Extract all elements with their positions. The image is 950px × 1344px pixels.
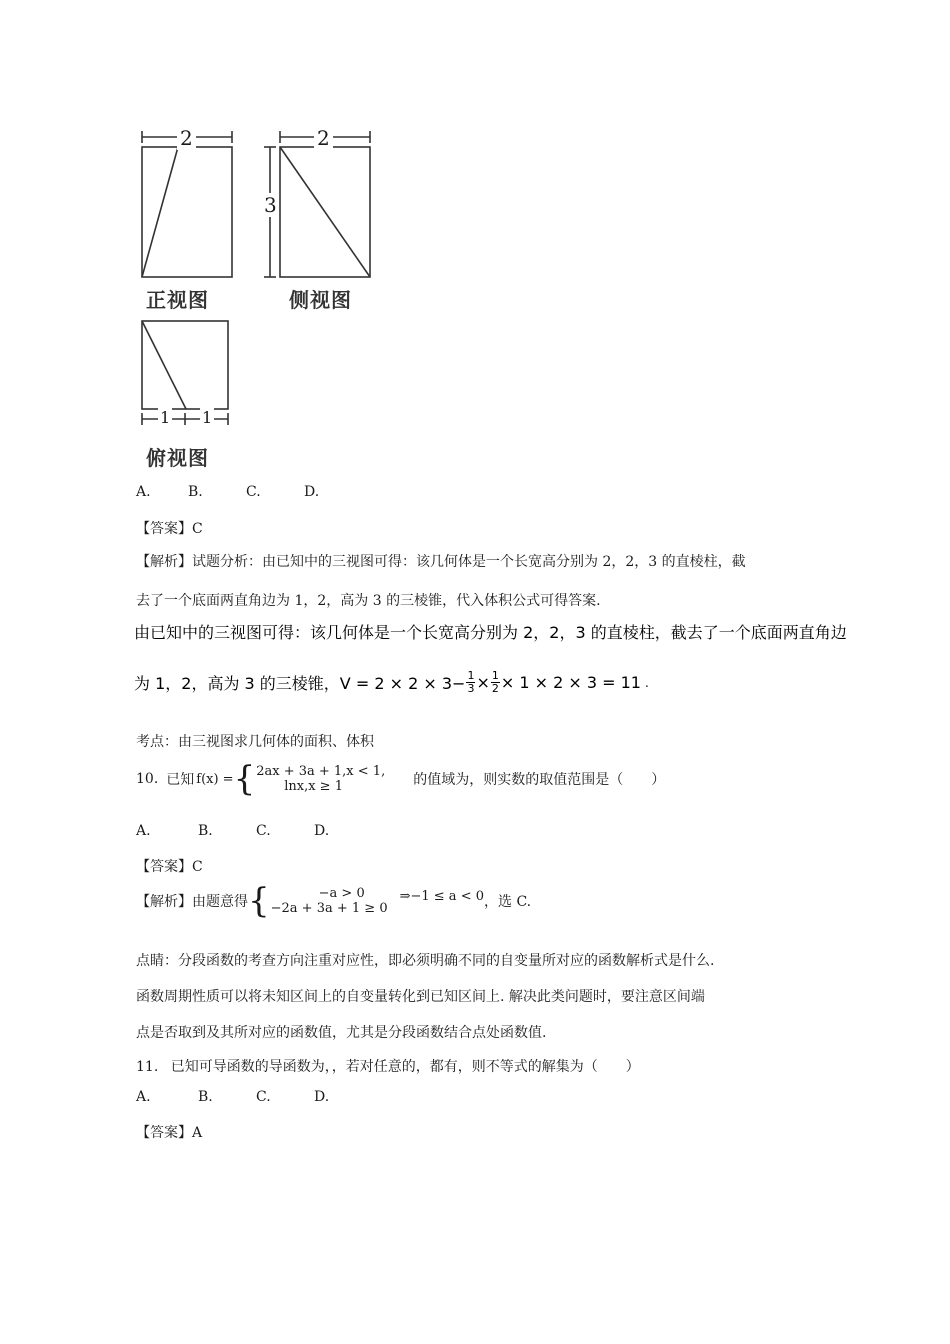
q9-analysis-line2: 去了一个底面两直角边为 1，2，高为 3 的三棱锥，代入体积公式可得答案. xyxy=(136,593,601,609)
q10-comment-line1: 点睛：分段函数的考查方向注重对应性，即必须明确不同的自变量所对应的函数解析式是什么. xyxy=(136,953,715,969)
q10-case2: lnx,x ≥ 1 xyxy=(284,779,343,794)
front-dim-label: 2 xyxy=(177,126,196,150)
q11-options xyxy=(136,1089,329,1105)
q10-option-d: D. xyxy=(314,823,330,839)
q11-answer: 【答案】A xyxy=(136,1125,203,1141)
q10-option-c: C. xyxy=(256,823,271,839)
q9-analysis-line1 xyxy=(136,551,746,571)
q11-number: 11. xyxy=(136,1059,159,1075)
q9-option-b: B. xyxy=(188,484,203,500)
q10-option-b: B. xyxy=(198,823,213,839)
q11-stem xyxy=(136,1056,640,1076)
front-view-diagonal xyxy=(142,147,178,277)
side-view-diagonal xyxy=(280,147,370,277)
front-view-caption: 正视图 xyxy=(146,288,209,312)
side-view-caption: 侧视图 xyxy=(289,288,352,312)
solution-period: . xyxy=(644,675,649,690)
q10-answer: 【答案】C xyxy=(136,859,203,875)
q9-option-d: D. xyxy=(304,484,320,500)
q10-option-a: A. xyxy=(136,823,151,839)
solution-text-a: 为 1，2，高为 3 的三棱锥，V = 2 × 2 × 3− xyxy=(134,674,466,693)
q10-result: ⇒−1 ≤ a < 0 xyxy=(399,888,484,904)
q9-option-c: C. xyxy=(246,484,261,500)
q10-system: { −a > 0 −2a + 3a + 1 ≥ 0 xyxy=(248,881,388,921)
q10-analysis-tag: 【解析】 xyxy=(136,894,192,910)
q10-comment-line2: 函数周期性质可以将未知区间上的自变量转化到已知区间上. 解决此类问题时，要注意区间端 xyxy=(136,989,705,1005)
top-dim-right-label: 1 xyxy=(202,408,213,427)
q11-option-b: B. xyxy=(198,1089,213,1105)
q10-case1: 2ax + 3a + 1,x < 1, xyxy=(256,764,386,779)
q10-piecewise: { 2ax + 3a + 1,x < 1, lnx,x ≥ 1 xyxy=(233,759,386,799)
q10-options xyxy=(136,823,329,839)
q10-sys2: −2a + 3a + 1 ≥ 0 xyxy=(270,901,388,916)
q10-sys1: −a > 0 xyxy=(318,886,365,901)
q11-option-d: D. xyxy=(314,1089,330,1105)
q10-stem xyxy=(136,759,666,799)
q10-analysis-suffix: ，选 C. xyxy=(484,894,532,910)
analysis-text: 试题分析：由已知中的三视图可得：该几何体是一个长宽高分别为 2，2，3 的直棱柱，截 xyxy=(192,554,746,570)
q10-stem-prefix: 已知 xyxy=(166,772,195,788)
q9-option-a: A. xyxy=(136,484,151,500)
q11-option-a: A. xyxy=(136,1089,151,1105)
q10-analysis xyxy=(136,881,532,921)
q9-topic: 考点：由三视图求几何体的面积、体积 xyxy=(136,734,374,750)
top-view-diagonal xyxy=(142,321,186,409)
q9-solution-line2 xyxy=(134,670,649,695)
solution-times: × xyxy=(476,673,490,692)
fraction-one-half: $\frac{1}{2}$ xyxy=(491,669,499,695)
top-view-rect xyxy=(142,321,228,409)
solution-text-c: × 1 × 2 × 3 = 11 xyxy=(500,673,641,692)
top-dim-left-label: 1 xyxy=(160,408,171,427)
q9-solution-line1: 由已知中的三视图可得：该几何体是一个长宽高分别为 2，2，3 的直棱柱，截去了一个底面两直角边 xyxy=(134,623,847,642)
fraction-one-third: $\frac{1}{3}$ xyxy=(467,669,475,695)
q11-stem-text: 已知可导函数的导函数为，，若对任意的，都有，则不等式的解集为（ ） xyxy=(170,1059,640,1075)
q11-option-c: C. xyxy=(256,1089,271,1105)
q10-number: 10. xyxy=(136,771,159,787)
q10-analysis-prefix: 由题意得 xyxy=(192,894,248,910)
q9-options xyxy=(136,484,319,500)
side-dim-label: 2 xyxy=(314,126,333,150)
q10-stem-suffix: 的值域为，则实数的取值范围是（ ） xyxy=(413,772,666,788)
q10-comment-line3: 点是否取到及其所对应的函数值，尤其是分段函数结合点处函数值. xyxy=(136,1025,547,1041)
side-height-label: 3 xyxy=(264,193,277,217)
top-view-caption: 俯视图 xyxy=(146,446,209,470)
front-view-rect xyxy=(142,147,232,277)
analysis-tag: 【解析】 xyxy=(136,554,192,570)
q9-answer: 【答案】C xyxy=(136,521,203,537)
q10-func-name: f(x) = xyxy=(196,771,234,787)
